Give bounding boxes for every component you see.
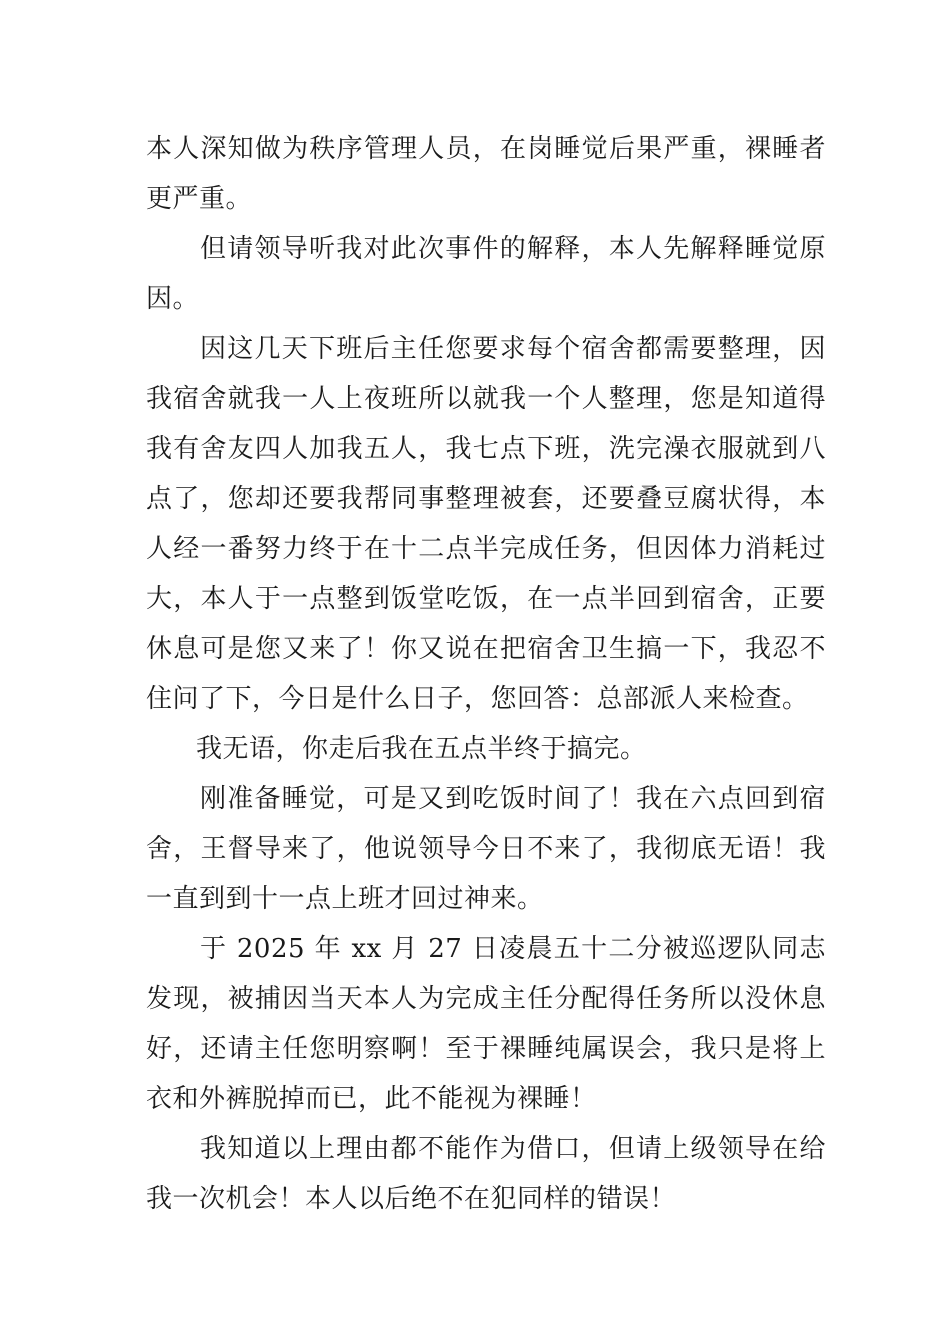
paragraph-2: 但请领导听我对此次事件的解释，本人先解释睡觉原因。 (146, 234, 826, 314)
paragraph-3: 因这几天下班后主任您要求每个宿舍都需要整理，因我宿舍就我一人上夜班所以就我一个人整理，您是知道得我有舍友四人加我五人，我七点下班，洗完澡衣服就到八点了，您却还要我帮同事整理被套，还要叠豆腐状得，本人经一番努力终于在十二点半完成任务，但因体力消耗过大，本人于一点整到饭堂吃饭，在一点半回到宿舍，正要休息可是您又来了！你又说在把宿舍卫生搞一下，我忍不住问了下，今日是什么日子，您回答：总部派人来检查。 (146, 334, 826, 714)
paragraph-6: 于 2025 年 xx 月 27 日凌晨五十二分被巡逻队同志发现，被捕因当天本人为完成主任分配得任务所以没休息好，还请主任您明察啊！至于裸睡纯属误会，我只是将上衣和外裤脱掉而已，此不能视为裸睡！ (146, 934, 826, 1114)
paragraph-1: 本人深知做为秩序管理人员，在岗睡觉后果严重，裸睡者更严重。 (146, 134, 826, 214)
paragraph-7: 我知道以上理由都不能作为借口，但请上级领导在给我一次机会！本人以后绝不在犯同样的错误！ (146, 1134, 826, 1214)
document-body (146, 124, 826, 1224)
paragraph-4: 我无语，你走后我在五点半终于搞完。 (196, 734, 647, 764)
paragraph-5: 刚准备睡觉，可是又到吃饭时间了！我在六点回到宿舍，王督导来了，他说领导今日不来了，我彻底无语！我一直到到十一点上班才回过神来。 (146, 784, 826, 914)
